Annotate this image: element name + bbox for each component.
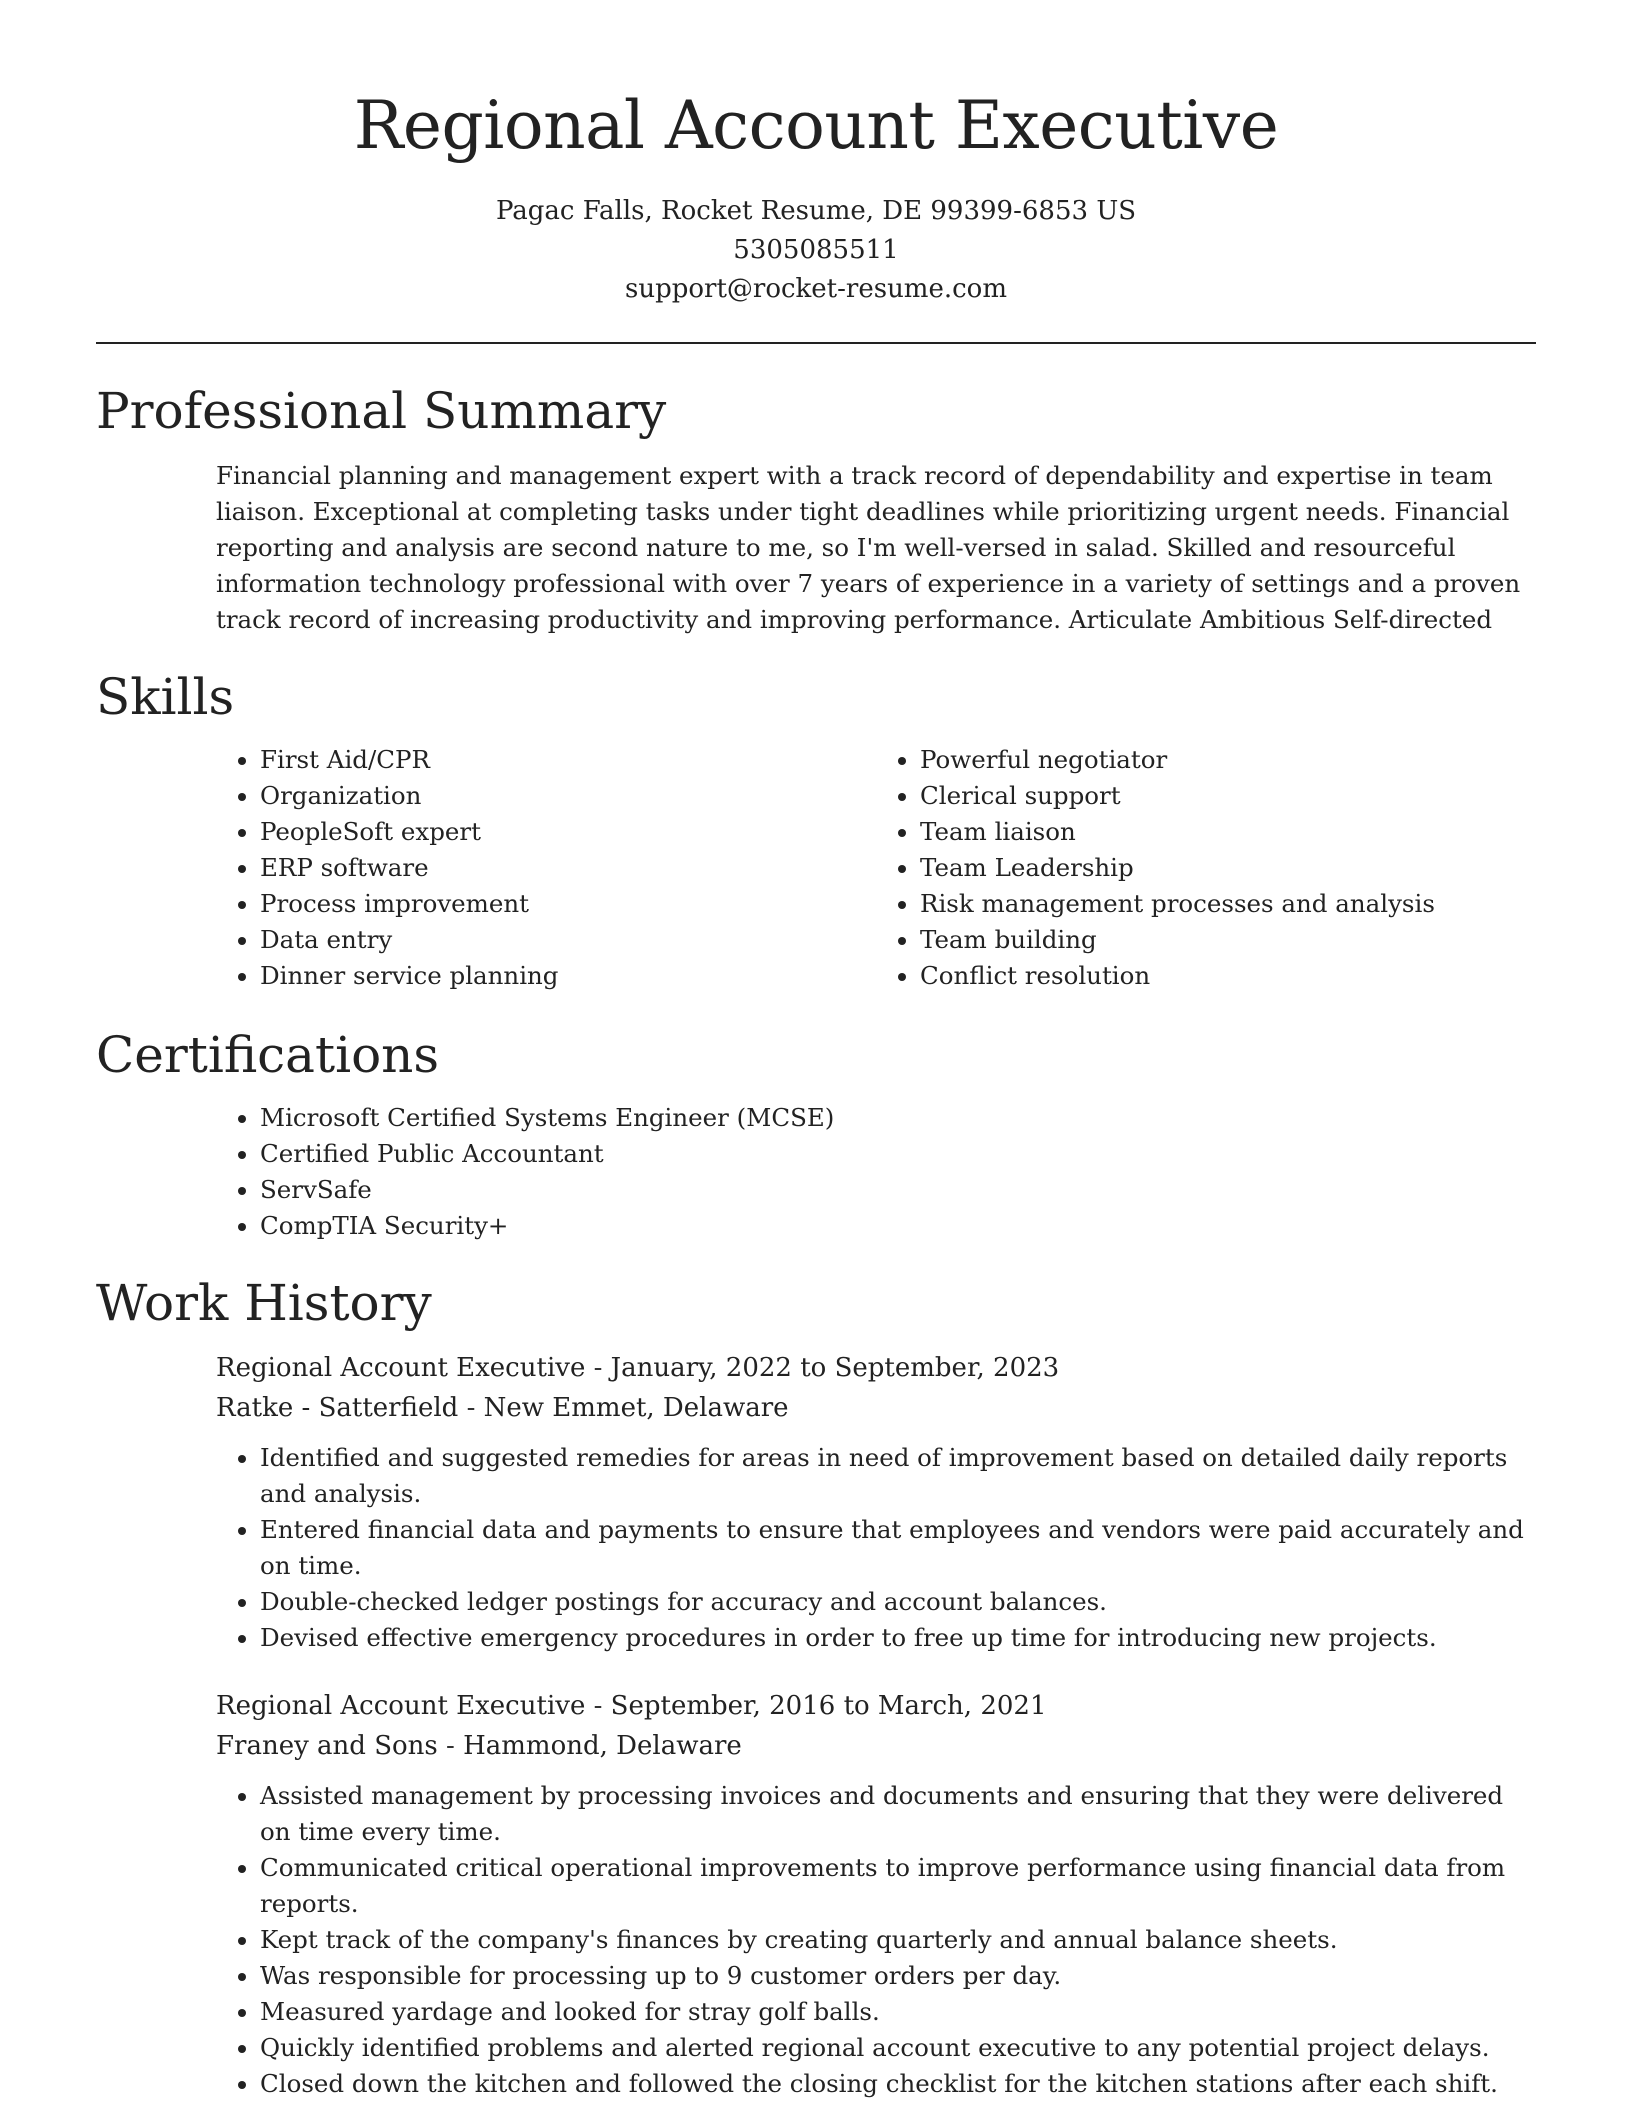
separator: - bbox=[593, 1691, 611, 1721]
skill-item: • Conflict resolution bbox=[920, 958, 1536, 994]
certification-item: • Certified Public Accountant bbox=[260, 1136, 1536, 1172]
job-title-line bbox=[216, 1348, 1536, 1388]
job-bullet: • Assisted management by processing invoices and documents and ensuring that they were delivered on time every time. bbox=[260, 1778, 1536, 1850]
skills-heading: Skills bbox=[96, 668, 235, 726]
skill-item: • Clerical support bbox=[920, 778, 1536, 814]
job-bullet: • Communicated critical operational improvements to improve performance using financial data from reports. bbox=[260, 1850, 1536, 1922]
skill-item: • Team building bbox=[920, 922, 1536, 958]
skill-item: • First Aid/CPR bbox=[260, 742, 876, 778]
job-dates: January, 2022 to September, 2023 bbox=[610, 1353, 1060, 1383]
skills-list-right bbox=[876, 742, 1536, 994]
skill-item: • PeopleSoft expert bbox=[260, 814, 876, 850]
summary-section bbox=[96, 378, 1536, 638]
job-bullet: • Measured yardage and looked for stray golf balls. bbox=[260, 1994, 1536, 2030]
certification-item: • Microsoft Certified Systems Engineer (MCSE) bbox=[260, 1100, 1536, 1136]
skills-columns bbox=[216, 742, 1536, 994]
job-company: Ratke - Satterfield bbox=[216, 1393, 459, 1423]
skill-item: • Risk management processes and analysis bbox=[920, 886, 1536, 922]
skills-body bbox=[216, 742, 1536, 994]
skill-item: • Process improvement bbox=[260, 886, 876, 922]
certifications-section bbox=[96, 1022, 1536, 1244]
job-dates: September, 2016 to March, 2021 bbox=[610, 1691, 1047, 1721]
job-title: Regional Account Executive bbox=[216, 1691, 586, 1721]
skill-item: • Team Leadership bbox=[920, 850, 1536, 886]
separator: - bbox=[446, 1731, 464, 1761]
job-title-line bbox=[216, 1686, 1536, 1726]
job-bullet-list bbox=[216, 1440, 1536, 1656]
job-company-line bbox=[216, 1388, 1536, 1428]
job-entry bbox=[216, 1348, 1536, 1656]
summary-body bbox=[216, 458, 1536, 638]
separator: - bbox=[466, 1393, 484, 1423]
skill-item: • Team liaison bbox=[920, 814, 1536, 850]
job-bullet: • Was responsible for processing up to 9 customer orders per day. bbox=[260, 1958, 1536, 1994]
job-bullet: • Devised effective emergency procedures in order to free up time for introducing new projects. bbox=[260, 1620, 1536, 1656]
job-bullet: • Quickly identified problems and alerted regional account executive to any potential project delays. bbox=[260, 2030, 1536, 2066]
candidate-name: Regional Account Executive bbox=[353, 87, 1279, 164]
job-bullet: • Closed down the kitchen and followed the closing checklist for the kitchen stations after each shift. bbox=[260, 2066, 1536, 2102]
job-company: Franey and Sons bbox=[216, 1731, 438, 1761]
work-history-heading: Work History bbox=[96, 1274, 432, 1332]
skill-item: • Data entry bbox=[260, 922, 876, 958]
job-bullet: • Identified and suggested remedies for areas in need of improvement based on detailed daily reports and analysis. bbox=[260, 1440, 1536, 1512]
certification-item: • ServSafe bbox=[260, 1172, 1536, 1208]
job-bullet: • Kept track of the company's finances by creating quarterly and annual balance sheets. bbox=[260, 1922, 1536, 1958]
work-history-section bbox=[96, 1270, 1536, 2102]
certification-item: • CompTIA Security+ bbox=[260, 1208, 1536, 1244]
job-bullet-list bbox=[216, 1778, 1536, 2102]
job-bullet: • Entered financial data and payments to ensure that employees and vendors were paid accurately and on time. bbox=[260, 1512, 1536, 1584]
job-location: New Emmet, Delaware bbox=[483, 1393, 789, 1423]
skill-item: • Dinner service planning bbox=[260, 958, 876, 994]
contact-email: support@rocket-resume.com bbox=[624, 274, 1007, 304]
job-company-line bbox=[216, 1726, 1536, 1766]
contact-address: Pagac Falls, Rocket Resume, DE 99399-6853 US bbox=[495, 196, 1137, 226]
certifications-body bbox=[216, 1100, 1536, 1244]
certifications-heading: Certifications bbox=[96, 1026, 440, 1084]
header-divider bbox=[96, 342, 1536, 344]
skills-section bbox=[96, 664, 1536, 994]
job-location: Hammond, Delaware bbox=[463, 1731, 742, 1761]
skill-item: • Organization bbox=[260, 778, 876, 814]
job-bullet: • Double-checked ledger postings for accuracy and account balances. bbox=[260, 1584, 1536, 1620]
certifications-list bbox=[216, 1100, 1536, 1244]
summary-heading: Professional Summary bbox=[96, 382, 667, 440]
separator: - bbox=[593, 1353, 611, 1383]
resume-header bbox=[0, 0, 1632, 309]
summary-text: Financial planning and management expert with a track record of dependability and expertise in team liaison. Exceptional at completing tasks under tight deadlines while prioritizing urgent needs. Financial reporting and analysis are second nature to me, so I'm well-versed in salad. Skilled and resourceful information technology professional with over 7 years of experience in a variety of settings and a proven track record of increasing productivity and improving performance. Articulate Ambitious Self-directed bbox=[216, 461, 1521, 634]
job-title: Regional Account Executive bbox=[216, 1353, 586, 1383]
contact-phone: 5305085511 bbox=[733, 235, 899, 265]
skills-list-left bbox=[216, 742, 876, 994]
job-entry bbox=[216, 1686, 1536, 2102]
skill-item: • ERP software bbox=[260, 850, 876, 886]
skill-item: • Powerful negotiator bbox=[920, 742, 1536, 778]
